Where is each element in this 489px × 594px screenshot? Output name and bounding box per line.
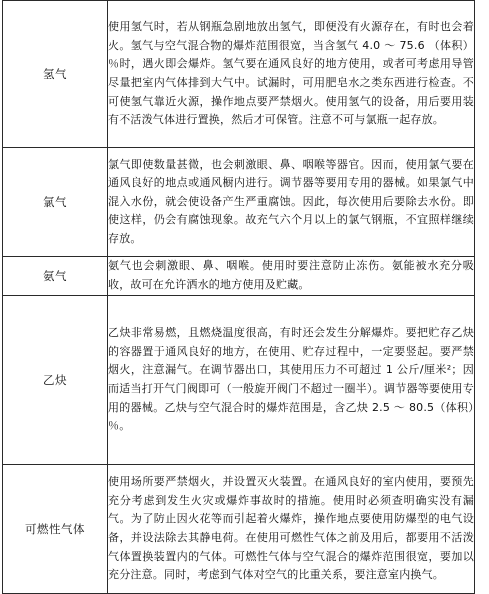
gas-description-cell: 使用场所要严禁烟火，并设置灭火装置。在通风良好的室内使用，要预先充分考虑到发生火灾或爆炸事故时的措施。使用时必须查明确实没有漏气。为了防止因火花等而引起着火爆炸，操作地点要使用防爆型的电气设备，并设法除去其静电荷。在使用可燃性气体之前及用后，都要用不活泼气体置换装置内的气体。可燃性气体与空气混合的爆炸范围很宽，要加以充分注意。同时，考虑到气体对空气的比重关系，要注意室内换气。	[108, 465, 475, 594]
gas-description-cell: 氯气即使数量甚微，也会刺激眼、鼻、咽喉等器官。因而，使用氯气要在通风良好的地点或通风橱内进行。调节器等要用专用的器械。如果氯气中混入水份，就会使设备产生严重腐蚀。因此，每次使用后要除去水份。即使这样，仍会有腐蚀现象。故充气六个月以上的氯气钢瓶，不宜照样继续存放。	[108, 148, 475, 257]
gas-description-cell: 乙炔非常易燃，且燃烧温度很高，有时还会发生分解爆炸。要把贮存乙炔的容器置于通风良好的地方，在使用、贮存过程中，一定要竖起。要严禁烟火，注意漏气。在调节器出口，其使用压力不可超过 1 公斤/厘米²；因而适当打开气门阀即可（一般旋开阀门不超过一圈半）。调节器等要使用专用的器械。乙炔与空气混合时的爆炸范围是，含乙炔 2.5 ～ 80.5（体积）％。	[108, 296, 475, 465]
gas-name-cell: 氢气	[3, 1, 108, 148]
gas-safety-table	[2, 0, 475, 594]
table-row-ammonia	[3, 257, 475, 296]
table-row-acetylene	[3, 296, 475, 465]
gas-name-cell: 可燃性气体	[3, 465, 108, 594]
table-row-flammable-gas	[3, 465, 475, 594]
gas-name-cell: 氨气	[3, 257, 108, 296]
gas-description-cell: 氨气也会刺激眼、鼻、咽喉。使用时要注意防止冻伤。氨能被水充分吸收，故可在允许洒水的地方使用及贮藏。	[108, 257, 475, 296]
gas-name-cell: 氯气	[3, 148, 108, 257]
gas-name-cell: 乙炔	[3, 296, 108, 465]
table-row-hydrogen	[3, 1, 475, 148]
gas-description-cell: 使用氢气时，若从钢瓶急剧地放出氢气，即便没有火源存在，有时也会着火。氢气与空气混合物的爆炸范围很宽，当含氢气 4.0 ～ 75.6 （体积）％时，遇火即会爆炸。氢气要在通风良好的地方使用，或者可考虑用导管尽量把室内气体排到大气中。试漏时，可用肥皂水之类东西进行检查。不可使氢气靠近火源，操作地点要严禁烟火。使用氢气的设备，用后要用装有不活泼气体进行置换，然后才可保管。注意不可与氯瓶一起存放。	[108, 1, 475, 148]
table-row-chlorine	[3, 148, 475, 257]
